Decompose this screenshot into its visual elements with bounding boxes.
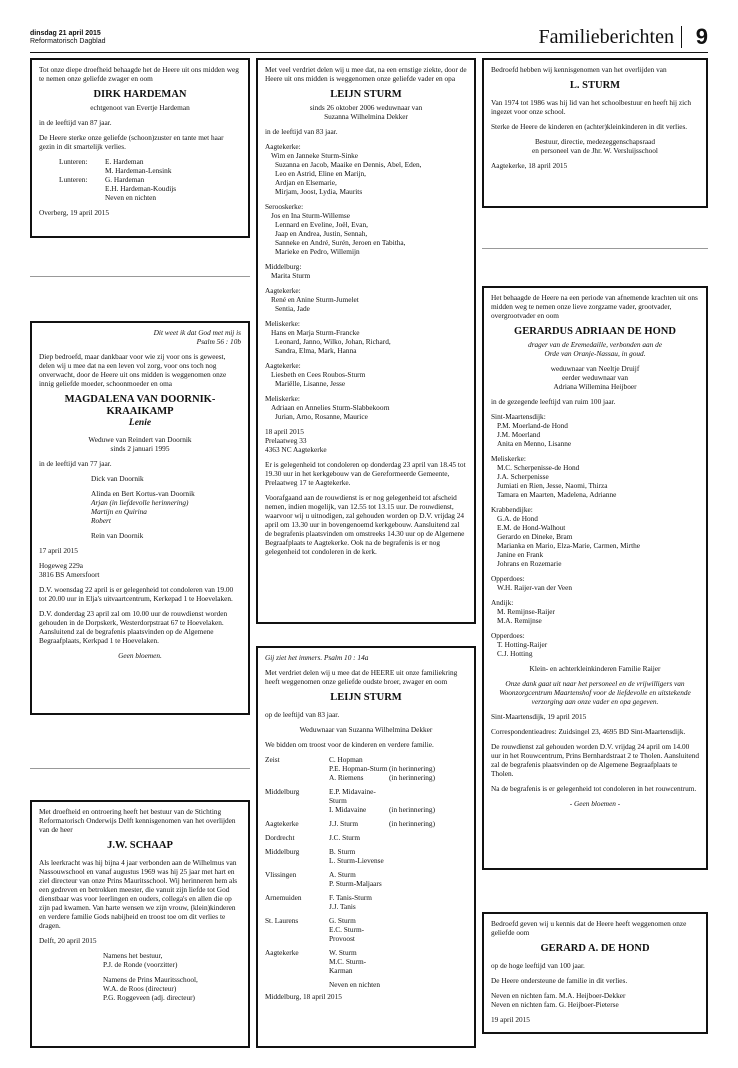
family-note <box>389 847 467 856</box>
deceased-name: DIRK HARDEMAN <box>93 89 187 100</box>
family-line: Mirjam, Joost, Lydia, Maurits <box>275 187 363 196</box>
family-line: Suzanna en Jacob, Maaike en Dennis, Abel, Eden, <box>275 160 422 169</box>
family-note: (in herinnering) <box>389 764 435 773</box>
family-note <box>389 787 467 805</box>
notice-text: Voorafgaand aan de rouwdienst is er nog gelegenheid tot afscheid nemen, indien mogelijk, van 12.55 tot 13.15 uur. De rouwdienst, waarvoor wij u uitnodigen, zal gehouden worden op D.V. vrijdag 24 april om 13.30 uur in bovengenoemd kerkgebouw. Aansluitend zal de begrafenis plaatsvinden om omstreeks 14.30 uur op de Algemene Begraafplaats te Aagtekerke. Ook na de begrafenis is er nog gelegenheid tot condoleren in de kerk. <box>265 493 465 556</box>
notice-jw-schaap <box>30 800 250 1048</box>
address-line: Prelaatweg 33 <box>265 436 307 445</box>
family-names: M. Hardeman-Lensink <box>105 166 172 175</box>
notice-footer: - Geen bloemen - <box>569 799 621 808</box>
notice-date: Sint-Maartensdijk, 19 april 2015 <box>491 712 587 721</box>
signature-line: P.G. Roggeveen (adj. directeur) <box>103 993 195 1002</box>
notice-footer: Aagtekerke, 18 april 2015 <box>491 161 568 170</box>
family-group <box>265 142 467 196</box>
family-list <box>39 157 241 202</box>
family-note <box>389 755 467 764</box>
masthead-divider <box>681 26 682 48</box>
family-line: Sanneke en André, Surén, Jeroen en Tabitha, <box>275 238 406 247</box>
notice-text: Er is gelegenheid tot condoleren op donderdag 23 april van 18.45 tot 19.30 uur in het kerkgebouw van de Gereformeerde Gemeente, Prelaatweg 17 te Aagtekerke. <box>265 460 466 487</box>
deceased-name: LEIJN STURM <box>330 89 402 100</box>
family-group <box>491 631 699 658</box>
family-line: Janine en Frank <box>497 550 544 559</box>
notice-footer: 19 april 2015 <box>491 1015 530 1024</box>
family-place: Meliskerke: <box>265 319 300 328</box>
deceased-honor-2: Orde van Oranje-Nassau, in goud. <box>544 349 646 358</box>
family-place <box>59 166 105 175</box>
family-names: Neven en nichten <box>105 193 157 202</box>
deceased-subtitle: weduwnaar van Neeltje Druijf <box>550 364 640 373</box>
notice-text: De Heere sterke onze geliefde (schoon)zuster en tante met haar gezin in dit smartelijk verlies. <box>39 133 224 151</box>
notice-text: D.V. donderdag 23 april zal om 10.00 uur de rouwdienst worden gehouden in de Dorpskerk, Westerdorpstraat 67 te Hoevelaken. Aansluitend zal de begrafenis plaatsvinden op de Algemene Begraafplaats, Kerkpad 1 te Hoevelaken. <box>39 609 228 645</box>
notice-footer: Overberg, 19 april 2015 <box>39 208 109 217</box>
bible-reference: Psalm 56 : 10b <box>196 337 241 346</box>
signature-line: W.A. de Roos (directeur) <box>103 984 177 993</box>
deceased-age: in de leeftijd van 87 jaar. <box>39 118 112 127</box>
family-place: Aagtekerke: <box>265 286 301 295</box>
family-place: Lunteren: <box>59 157 88 166</box>
family-place: Krabbendijke: <box>491 505 533 514</box>
masthead-meta <box>30 30 105 46</box>
family-group <box>491 574 699 592</box>
family-names: G. Hardeman <box>105 175 145 184</box>
deceased-name: L. STURM <box>569 80 621 91</box>
header-rule <box>30 52 708 53</box>
notice-gerard-de-hond <box>482 912 708 1034</box>
notice-text: We bidden om troost voor de kinderen en verdere familie. <box>265 740 434 749</box>
family-line: Mariëlle, Lisanne, Jesse <box>275 379 346 388</box>
family-line: Jaap en Andrea, Justin, Sennah, <box>275 229 368 238</box>
family-line: Leonard, Janno, Wilko, Johan, Richard, <box>275 337 391 346</box>
family-member: Martijn en Quirina <box>91 507 147 516</box>
family-note <box>389 879 467 888</box>
notice-text: Als leerkracht was hij bijna 4 jaar verbonden aan de Wilhelmus van Nassouwschool en vanaf augustus 1969 was hij 25 jaar met hart en ziel directeur van onze Prins Mauritsschool. Wij herinneren hem als een gedreven en betrokken meester, die vanuit zijn liefde tot God dienstbaar was voor leerlingen en ouders, collega's en allen die op zijn pad kwamen. Van harte wensen we zijn vrouw, (klein)kinderen en verdere familie Gods nabijheid en troost toe om dit verlies te dragen. <box>39 858 238 930</box>
family-place: Zeist <box>265 755 280 764</box>
issue-date: dinsdag 21 april 2015 <box>30 30 101 37</box>
family-place: Aagtekerke: <box>265 142 301 151</box>
family-place: Dordrecht <box>265 833 295 842</box>
notice-text: Sterke de Heere de kinderen en (achter)kleinkinderen in dit verlies. <box>491 122 688 131</box>
family-note: (in herinnering) <box>389 773 435 782</box>
deceased-age: in de leeftijd van 83 jaar. <box>265 127 338 136</box>
notice-footer: Middelburg, 18 april 2015 <box>265 992 342 1001</box>
notice-intro: Tot onze diepe droefheid behaagde het de Heere uit ons midden weg te nemen onze geliefde zwager en oom <box>39 65 239 83</box>
family-place: Middelburg <box>265 847 300 856</box>
family-names: B. Sturm <box>329 847 356 856</box>
family-names: M.C. Sturm-Karman <box>329 957 367 975</box>
notice-text: De Heere ondersteune de familie in dit verlies. <box>491 976 628 985</box>
address-line: 3816 BS Amersfoort <box>39 570 100 579</box>
deceased-age: in de gezegende leeftijd van ruim 100 jaar. <box>491 397 616 406</box>
family-place <box>265 805 329 814</box>
family-place <box>59 193 105 202</box>
family-place: Serooskerke: <box>265 202 304 211</box>
family-place: Vlissingen <box>265 870 297 879</box>
family-names: A. Riemens <box>329 773 364 782</box>
notice-intro: Bedroefd hebben wij kennisgenomen van het overlijden van <box>491 65 667 74</box>
family-line: W.H. Raijer-van der Veen <box>497 583 573 592</box>
deceased-subtitle: Weduwe van Reindert van Doornik <box>88 435 192 444</box>
notice-intro: Bedroefd geven wij u kennis dat de Heere heeft weggenomen onze geliefde oom <box>491 919 687 937</box>
family-line: Marieke en Pedro, Willemijn <box>275 247 360 256</box>
notice-text: De rouwdienst zal gehouden worden D.V. vrijdag 24 april om 14.00 uur in het Rouwcentrum, Prins Bernhardstraat 2 te Tholen. Aansluitend zal de begrafenis plaatsvinden op de Algemene Begraafplaats te Tholen. <box>491 742 699 778</box>
family-names: F. Tanis-Sturm <box>329 893 372 902</box>
deceased-name: GERARD A. DE HOND <box>540 943 650 954</box>
family-line: Gerardo en Dineke, Bram <box>497 532 573 541</box>
family-place: Aagtekerke: <box>265 361 301 370</box>
notice-date: 17 april 2015 <box>39 546 78 555</box>
signature-line: Bestuur, directie, medezeggenschapsraad <box>534 137 656 146</box>
family-place <box>59 184 105 193</box>
family-line: J.A. Scherpenisse <box>497 472 549 481</box>
family-line: Neven en nichten fam. M.A. Heijboer-Dekker <box>491 991 626 1000</box>
family-group <box>491 505 699 568</box>
family-names: J.J. Tanis <box>329 902 356 911</box>
deceased-nickname: Lenie <box>128 418 152 428</box>
family-place: Aagtekerke <box>265 948 299 957</box>
family-group <box>265 202 467 256</box>
family-line: G.A. de Hond <box>497 514 538 523</box>
notice-intro: Diep bedroefd, maar dankbaar voor wie zij voor ons is geweest, delen wij u mee dat na een leven vol zorg, voor ons toch nog onverwacht, door de Heere uit ons midden is weggenomen onze innig geliefde moeder, schoonmoeder en oma <box>39 352 227 388</box>
family-place: Arnemuiden <box>265 893 302 902</box>
family-line: Jos en Ina Sturm-Willemse <box>271 211 350 220</box>
notice-intro: Met droefheid en ontroering heeft het bestuur van de Stichting Reformatorisch Onderwijs Delft kennisgenomen van het overlijden van de heer <box>39 807 236 834</box>
family-line: T. Hotting-Raijer <box>497 640 548 649</box>
bible-quote: Dit weet ik dat God met mij is <box>153 328 241 337</box>
family-place: Meliskerke: <box>491 454 526 463</box>
family-names: J.J. Sturm <box>329 819 358 828</box>
family-place: Lunteren: <box>59 175 88 184</box>
family-member: Rein van Doornik <box>91 531 144 540</box>
family-names: E.H. Hardeman-Koudijs <box>105 184 177 193</box>
address-line: Hogeweg 229a <box>39 561 83 570</box>
family-names: G. Sturm <box>329 916 356 925</box>
deceased-name: MAGDALENA VAN DOORNIK- <box>64 394 216 405</box>
deceased-name: GERARDUS ADRIAAN DE HOND <box>514 326 676 337</box>
address-line: Correspondentieadres: Zuidsingel 23, 4695 BD Sint-Maartensdijk. <box>491 727 686 736</box>
paper-name: Reformatorisch Dagblad <box>30 38 106 45</box>
family-line: Sandra, Elma, Mark, Hanna <box>275 346 357 355</box>
family-note <box>389 902 467 911</box>
family-line: Jumiati en Rien, Jesse, Naomi, Thirza <box>497 481 608 490</box>
family-line: M.C. Scherpenisse-de Hond <box>497 463 580 472</box>
family-names: J.C. Sturm <box>329 833 361 842</box>
family-line: P.M. Moerland-de Hond <box>497 421 568 430</box>
family-place: Opperdoes: <box>491 631 525 640</box>
family-group <box>491 598 699 625</box>
deceased-age: op de hoge leeftijd van 100 jaar. <box>491 961 585 970</box>
column-divider <box>482 248 708 249</box>
family-names: P. Sturm-Maljaars <box>329 879 382 888</box>
deceased-name: LEIJN STURM <box>330 692 402 703</box>
family-place <box>265 902 329 911</box>
family-place <box>265 980 329 989</box>
deceased-subtitle: echtgenoot van Evertje Hardeman <box>90 103 190 112</box>
notice-magdalena-van-doornik <box>30 321 250 715</box>
deceased-age: in de leeftijd van 77 jaar. <box>39 459 112 468</box>
family-place <box>265 957 329 975</box>
family-note <box>389 833 467 842</box>
family-place: Aagtekerke <box>265 819 299 828</box>
family-names: E.C. Sturm-Provoost <box>329 925 365 943</box>
family-group <box>265 319 467 355</box>
signature-line: Namens de Prins Mauritsschool, <box>103 975 198 984</box>
deceased-name: J.W. SCHAAP <box>107 840 173 851</box>
family-note <box>389 870 467 879</box>
family-names: L. Sturm-Lievense <box>329 856 384 865</box>
family-line: Anita en Menno, Lisanne <box>497 439 572 448</box>
notice-intro: Met veel verdriet delen wij u mee dat, na een ernstige ziekte, door de Heere uit ons midden is weggenomen onze geliefde vader en opa <box>265 65 467 83</box>
family-group <box>265 262 467 280</box>
family-line: René en Anine Sturm-Jumelet <box>271 295 359 304</box>
family-line: M.A. Remijnse <box>497 616 542 625</box>
family-member: Dick van Doornik <box>91 474 144 483</box>
family-place: Middelburg <box>265 787 300 796</box>
family-line: Hans en Marja Sturm-Francke <box>271 328 360 337</box>
notice-footer: Geen bloemen. <box>118 651 162 660</box>
family-place: Middelburg: <box>265 262 302 271</box>
family-note <box>389 893 467 902</box>
column-divider <box>30 768 250 769</box>
section-title: Familieberichten <box>538 26 674 48</box>
notice-dirk-hardeman <box>30 58 250 238</box>
family-names: P.E. Hopman-Sturm <box>329 764 388 773</box>
deceased-subtitle: Weduwnaar van Suzanna Wilhelmina Dekker <box>299 725 433 734</box>
family-member: Robert <box>91 516 111 525</box>
family-table <box>265 755 467 989</box>
family-note: (in herinnering) <box>389 819 435 828</box>
family-note <box>389 948 467 957</box>
signature-line: en personeel van de Jhr. W. Versluijsschool <box>532 146 658 155</box>
family-group <box>265 394 467 421</box>
family-group <box>491 412 699 448</box>
family-place: Sint-Maartensdijk: <box>491 412 546 421</box>
family-note <box>389 957 467 975</box>
notice-intro: Het behaagde de Heere na een periode van afnemende krachten uit ons midden weg te nemen onze lieve zorgzame vader, grootvader, overgrootvader en oom <box>491 293 698 320</box>
deceased-subtitle: sinds 26 oktober 2006 weduwnaar van <box>309 103 423 112</box>
notice-date: 18 april 2015 <box>265 427 304 436</box>
family-names: E.P. Midavaine- Sturm <box>329 787 376 805</box>
family-line: Adriaan en Annelies Sturm-Slabbekoorn <box>271 403 390 412</box>
thanks-text: Onze dank gaat uit naar het personeel en de vrijwilligers van Woonzorgcentrum Maartenshof voor de liefdevolle en uitstekende verzorging aan onze vader en opa gegeven. <box>499 679 691 706</box>
deceased-subtitle: eerder weduwnaar van <box>561 373 629 382</box>
notice-text: D.V. woensdag 22 april is er gelegenheid tot condoleren van 19.00 tot 20.00 uur in Elja's uitvaartcentrum, Kerkepad 1 te Hoevelaken. <box>39 585 234 603</box>
notice-leijn-sturm-family <box>256 58 476 624</box>
family-line: Tamara en Maarten, Madelena, Adrianne <box>497 490 617 499</box>
family-member: Arjan (in liefdevolle herinnering) <box>91 498 189 507</box>
notice-leijn-sturm-siblings <box>256 646 476 1048</box>
family-names: W. Sturm <box>329 948 357 957</box>
family-group <box>265 286 467 313</box>
signature-line: Namens het bestuur, <box>103 951 163 960</box>
family-line: Marianka en Mario, Elza-Marie, Carmen, Mirthe <box>497 541 641 550</box>
family-line: Liesbeth en Cees Roubos-Sturm <box>271 370 366 379</box>
family-note <box>389 916 467 925</box>
family-names: I. Midavaine <box>329 805 367 814</box>
family-line: Marita Sturm <box>271 271 311 280</box>
family-line: Wim en Janneke Sturm-Sinke <box>271 151 359 160</box>
deceased-subtitle-2: sinds 2 januari 1995 <box>110 444 170 453</box>
family-place <box>265 925 329 943</box>
family-place <box>265 773 329 782</box>
family-note: (in herinnering) <box>389 805 435 814</box>
family-note <box>389 925 467 943</box>
family-names: C. Hopman <box>329 755 363 764</box>
family-line: Johrans en Rozemarie <box>497 559 562 568</box>
family-member: Alinda en Bert Kortus-van Doornik <box>91 489 195 498</box>
family-note <box>389 856 467 865</box>
deceased-name-cont: KRAAIKAMP <box>106 406 174 417</box>
family-place <box>265 879 329 888</box>
family-line: Ardjan en Elsemarie, <box>275 178 337 187</box>
family-names: E. Hardeman <box>105 157 144 166</box>
deceased-subtitle-2: Suzanna Wilhelmina Dekker <box>324 112 408 121</box>
notice-date: Delft, 20 april 2015 <box>39 936 97 945</box>
family-place: Andijk: <box>491 598 514 607</box>
family-note <box>389 980 467 989</box>
family-place: Meliskerke: <box>265 394 300 403</box>
notice-text: Van 1974 tot 1986 was hij lid van het schoolbestuur en heeft hij zich ingezet voor onze school. <box>491 98 692 116</box>
family-line: M. Remijnse-Raijer <box>497 607 555 616</box>
deceased-subtitle: Adriana Willemina Heijboer <box>553 382 637 391</box>
family-line: Klein- en achterkleinkinderen Familie Raijer <box>529 664 661 673</box>
notice-gerardus-de-hond <box>482 286 708 870</box>
family-line: Jurian, Arno, Rosanne, Maurice <box>275 412 368 421</box>
family-line: J.M. Moerland <box>497 430 541 439</box>
deceased-age: op de leeftijd van 83 jaar. <box>265 710 340 719</box>
family-line: C.J. Hotting <box>497 649 533 658</box>
family-place <box>265 764 329 773</box>
family-group <box>491 454 699 499</box>
notice-text: Na de begrafenis is er gelegenheid tot condoleren in het rouwcentrum. <box>491 784 697 793</box>
family-line: Leo en Astrid, Eline en Marijn, <box>275 169 366 178</box>
family-names: A. Sturm <box>329 870 356 879</box>
family-line: Lennard en Eveline, Joël, Evan, <box>275 220 368 229</box>
page-number: 9 <box>695 24 708 49</box>
column-divider <box>30 276 250 277</box>
family-line: Sentia, Jade <box>275 304 310 313</box>
deceased-honor: drager van de Eremedaille, verbonden aan de <box>527 340 663 349</box>
notice-l-sturm-school <box>482 58 708 208</box>
family-line: E.M. de Hond-Walhout <box>497 523 566 532</box>
notice-intro: Met verdriet delen wij u mee dat de HEERE uit onze familiekring heeft weggenomen onze geliefde oudste broer, zwager en oom <box>265 668 458 686</box>
signature-line: P.J. de Ronde (voorzitter) <box>103 960 178 969</box>
family-names: Neven en nichten <box>329 980 381 989</box>
family-line: Neven en nichten fam. G. Heijboer-Pieterse <box>491 1000 619 1009</box>
bible-quote: Gij ziet het immers. Psalm 10 : 14a <box>265 653 369 662</box>
family-place <box>265 856 329 865</box>
address-line: 4363 NC Aagtekerke <box>265 445 327 454</box>
family-place: St. Laurens <box>265 916 299 925</box>
family-group <box>265 361 467 388</box>
family-place: Opperdoes: <box>491 574 525 583</box>
